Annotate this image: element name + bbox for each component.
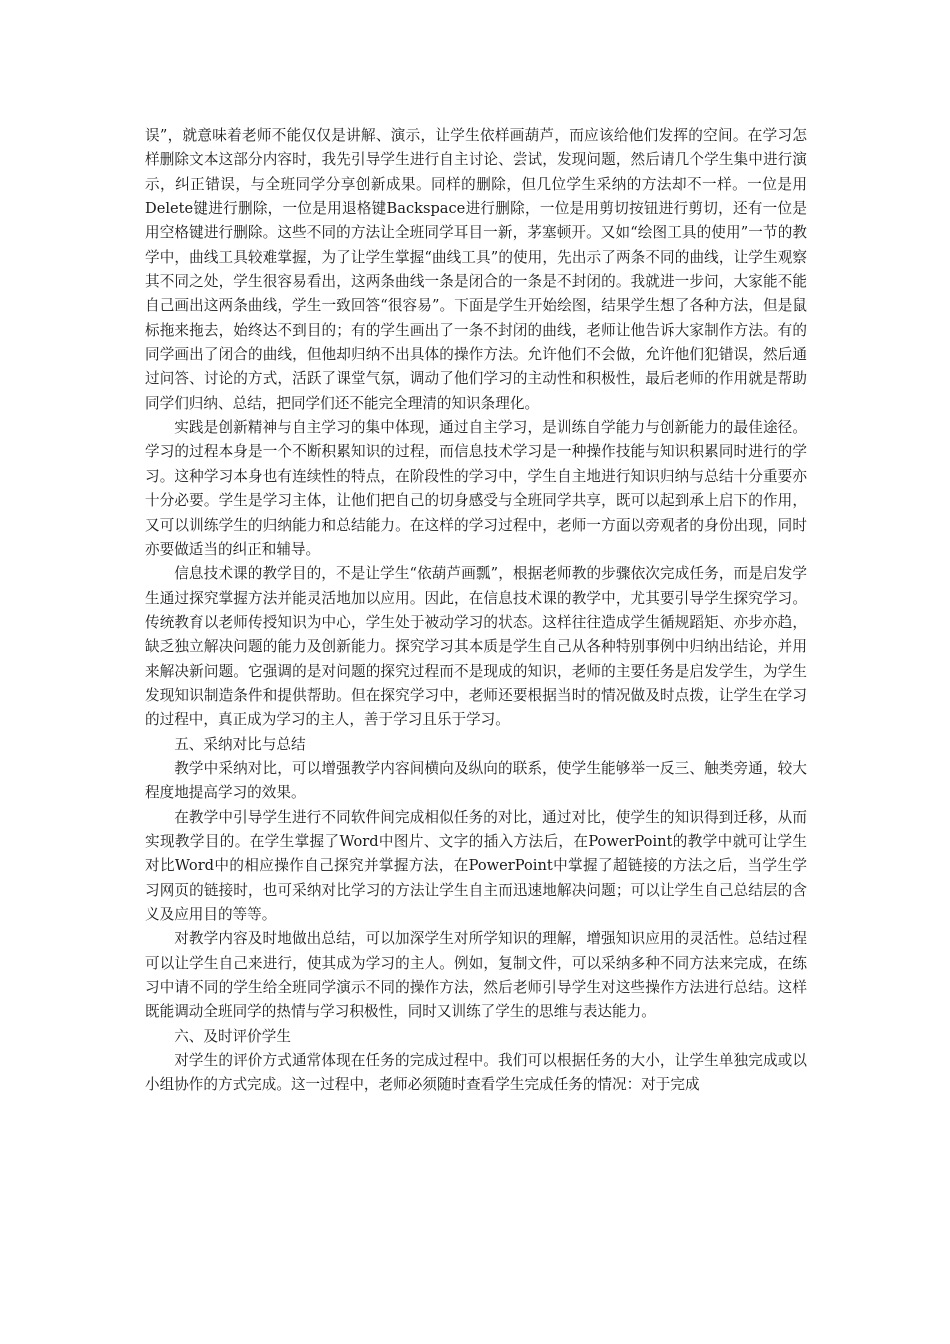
paragraph-continuation: 误”，就意味着老师不能仅仅是讲解、演示，让学生依样画葫芦，而应该给他们发挥的空间。在学习怎样删除文本这部分内容时，我先引导学生进行自主讨论、尝试，发现问题，然后请几个学生集中进行演示，纠正错误，与全班同学分享创新成果。同样的删除，但几位学生采纳的方法却不一样。一位是用Delete键进行删除，一位是用退格键Backspace进行删除，一位是用剪切按钮进行剪切，还有一位是用空格键进行删除。这些不同的方法让全班同学耳目一新，茅塞顿开。又如“绘图工具的使用”一节的教学中，曲线工具较难掌握，为了让学生掌握“曲线工具”的使用，先出示了两条不同的曲线，让学生观察其不同之处，学生很容易看出，这两条曲线一条是闭合的一条是不封闭的。我就进一步问，大家能不能自己画出这两条曲线，学生一致回答“很容易”。下面是学生开始绘图，结果学生想了各种方法，但是鼠标拖来拖去，始终达不到目的；有的学生画出了一条不封闭的曲线，老师让他告诉大家制作方法。有的同学画出了闭合的曲线，但他却归纳不出具体的操作方法。允许他们不会做，允许他们犯错误，然后通过问答、讨论的方式，活跃了课堂气氛，调动了他们学习的主动性和积极性，最后老师的作用就是帮助同学们归纳、总结，把同学们还不能完全理清的知识条理化。 <box>145 127 807 412</box>
paragraph-evaluation: 对学生的评价方式通常体现在任务的完成过程中。我们可以根据任务的大小，让学生单独完成或以小组协作的方式完成。这一过程中，老师必须随时查看学生完成任务的情况：对于完成 <box>145 1052 807 1094</box>
paragraph-inquiry: 信息技术课的教学目的，不是让学生“依葫芦画瓢”，根据老师教的步骤依次完成任务，而是启发学生通过探究掌握方法并能灵活地加以应用。因此，在信息技术课的教学中，尤其要引导学生探究学习。传统教育以老师传授知识为中心，学生处于被动学习的状态。这样往往造成学生循规蹈矩、亦步亦趋，缺乏独立解决问题的能力及创新能力。探究学习其本质是学生自己从各种特别事例中归纳出结论，并用来解决新问题。它强调的是对问题的探究过程而不是现成的知识，老师的主要任务是启发学生，为学生发现知识制造条件和提供帮助。但在探究学习中，老师还要根据当时的情况做及时点拨，让学生在学习的过程中，真正成为学习的主人，善于学习且乐于学习。 <box>145 565 807 729</box>
document-body <box>145 124 807 1098</box>
paragraph-practice: 实践是创新精神与自主学习的集中体现，通过自主学习，是训练自学能力与创新能力的最佳途径。学习的过程本身是一个不断积累知识的过程，而信息技术学习是一种操作技能与知识积累同时进行的学习。这种学习本身也有连续性的特点，在阶段性的学习中，学生自主地进行知识归纳与总结十分重要亦十分必要。学生是学习主体，让他们把自己的切身感受与全班同学共享，既可以起到承上启下的作用，又可以训练学生的归纳能力和总结能力。在这样的学习过程中，老师一方面以旁观者的身份出现，同时亦要做适当的纠正和辅导。 <box>145 419 807 558</box>
section-heading-six: 六、及时评价学生 <box>174 1027 291 1045</box>
paragraph-comparison-intro: 教学中采纳对比，可以增强教学内容间横向及纵向的联系，使学生能够举一反三、触类旁通，较大程度地提高学习的效果。 <box>145 759 807 802</box>
paragraph-comparison-software: 在教学中引导学生进行不同软件间完成相似任务的对比，通过对比，使学生的知识得到迁移，从而实现教学目的。在学生掌握了Word中图片、文字的插入方法后，在PowerPoint的教学中就可让学生对比Word中的相应操作自己探究并掌握方法，在PowerPoint中掌握了超链接的方法之后，当学生学习网页的链接时，也可采纳对比学习的方法让学生自主而迅速地解决问题；可以让学生自己总结层的含义及应用目的等等。 <box>145 808 807 923</box>
section-heading-five: 五、采纳对比与总结 <box>174 735 306 753</box>
paragraph-summary: 对教学内容及时地做出总结，可以加深学生对所学知识的理解，增强知识应用的灵活性。总结过程可以让学生自己来进行，使其成为学习的主人。例如，复制文件，可以采纳多种不同方法来完成，在练习中请不同的学生给全班同学演示不同的操作方法，然后老师引导学生对这些操作方法进行总结。这样既能调动全班同学的热情与学习积极性，同时又训练了学生的思维与表达能力。 <box>145 930 807 1021</box>
